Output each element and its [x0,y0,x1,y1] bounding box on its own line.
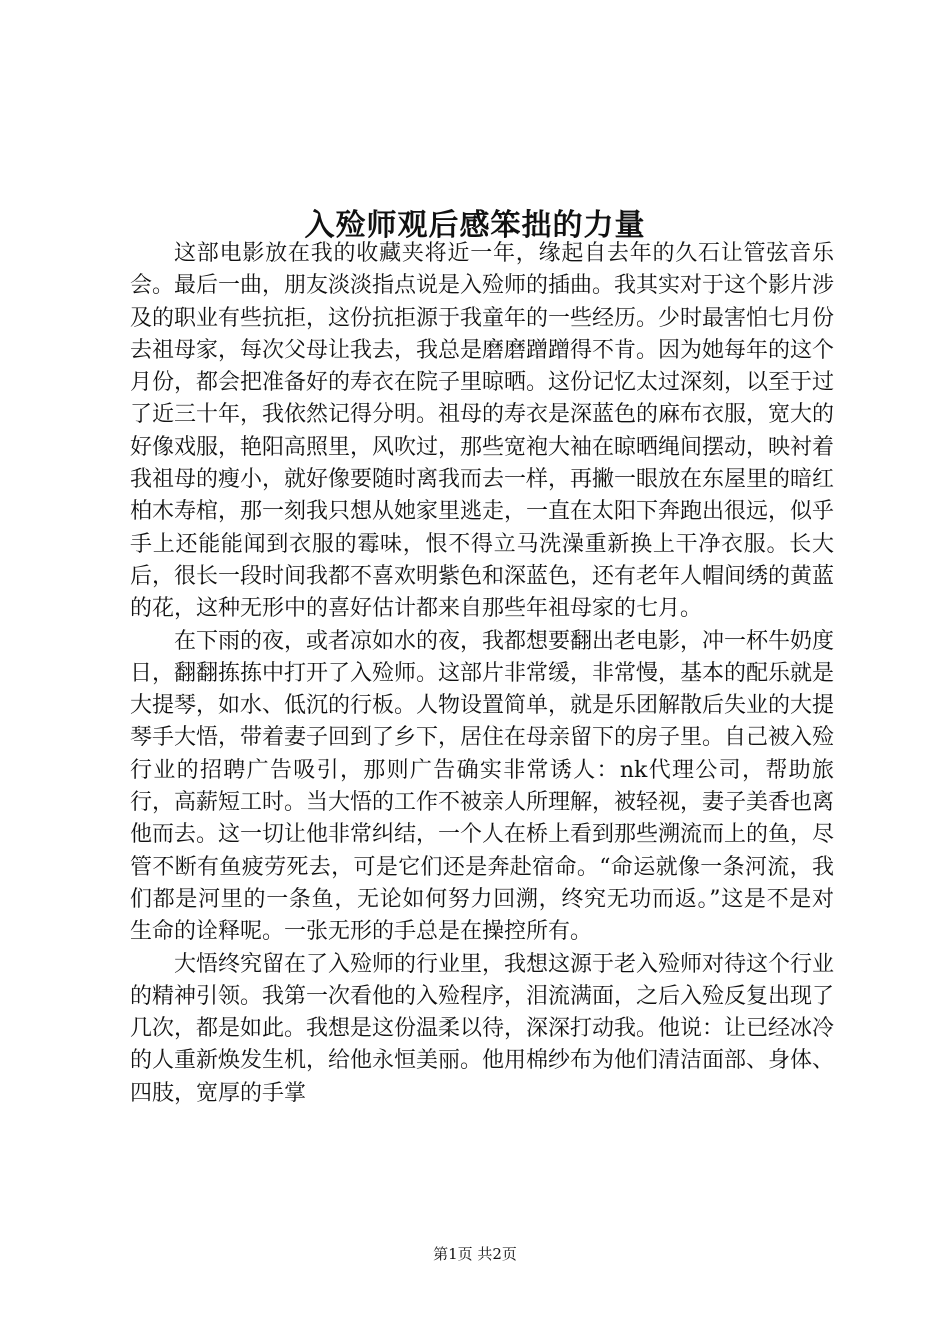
paragraph: 大悟终究留在了入殓师的行业里，我想这源于老入殓师对待这个行业的精神引领。我第一次看他的入殓程序，泪流满面，之后入殓反复出现了几次，都是如此。我想是这份温柔以待，深深打动我。他说：让已经冰冷的人重新焕发生机，给他永恒美丽。他用棉纱布为他们清洁面部、身体、四肢，宽厚的手掌 [130,951,835,1106]
document-title: 入殓师观后感笨拙的力量 [304,208,646,244]
page-footer: 第1页 共2页 [433,1245,517,1263]
paragraph: 在下雨的夜，或者凉如水的夜，我都想要翻出老电影，冲一杯牛奶度日，翻翻拣拣中打开了入殓师。这部片非常缓，非常慢，基本的配乐就是大提琴，如水、低沉的行板。人物设置简单，就是乐团解散后失业的大提琴手大悟，带着妻子回到了乡下，居住在母亲留下的房子里。自己被入殓行业的招聘广告吸引，那则广告确实非常诱人：nk代理公司，帮助旅行，高薪短工时。当大悟的工作不被亲人所理解，被轻视，妻子美香也离他而去。这一切让他非常纠结，一个人在桥上看到那些溯流而上的鱼，尽管不断有鱼疲劳死去，可是它们还是奔赴宿命。“命运就像一条河流，我们都是河里的一条鱼，无论如何努力回溯，终究无功而返。”这是不是对生命的诠释呢。一张无形的手总是在操控所有。 [130,628,835,945]
paragraph: 这部电影放在我的收藏夹将近一年，缘起自去年的久石让管弦音乐会。最后一曲，朋友淡淡指点说是入殓师的插曲。我其实对于这个影片涉及的职业有些抗拒，这份抗拒源于我童年的一些经历。少时最害怕七月份去祖母家，每次父母让我去，我总是磨磨蹭蹭得不肯。因为她每年的这个月份，都会把准备好的寿衣在院子里晾晒。这份记忆太过深刻，以至于过了近三十年，我依然记得分明。祖母的寿衣是深蓝色的麻布衣服，宽大的好像戏服，艳阳高照里，风吹过，那些宽袍大袖在晾晒绳间摆动，映衬着我祖母的瘦小，就好像要随时离我而去一样，再撇一眼放在东屋里的暗红柏木寿棺，那一刻我只想从她家里逃走，一直在太阳下奔跑出很远，似乎手上还能能闻到衣服的霉味，恨不得立马洗澡重新换上干净衣服。长大后，很长一段时间我都不喜欢明紫色和深蓝色，还有老年人帽间绣的黄蓝的花，这种无形中的喜好估计都来自那些年祖母家的七月。 [130,241,835,622]
document-body [130,238,834,1110]
